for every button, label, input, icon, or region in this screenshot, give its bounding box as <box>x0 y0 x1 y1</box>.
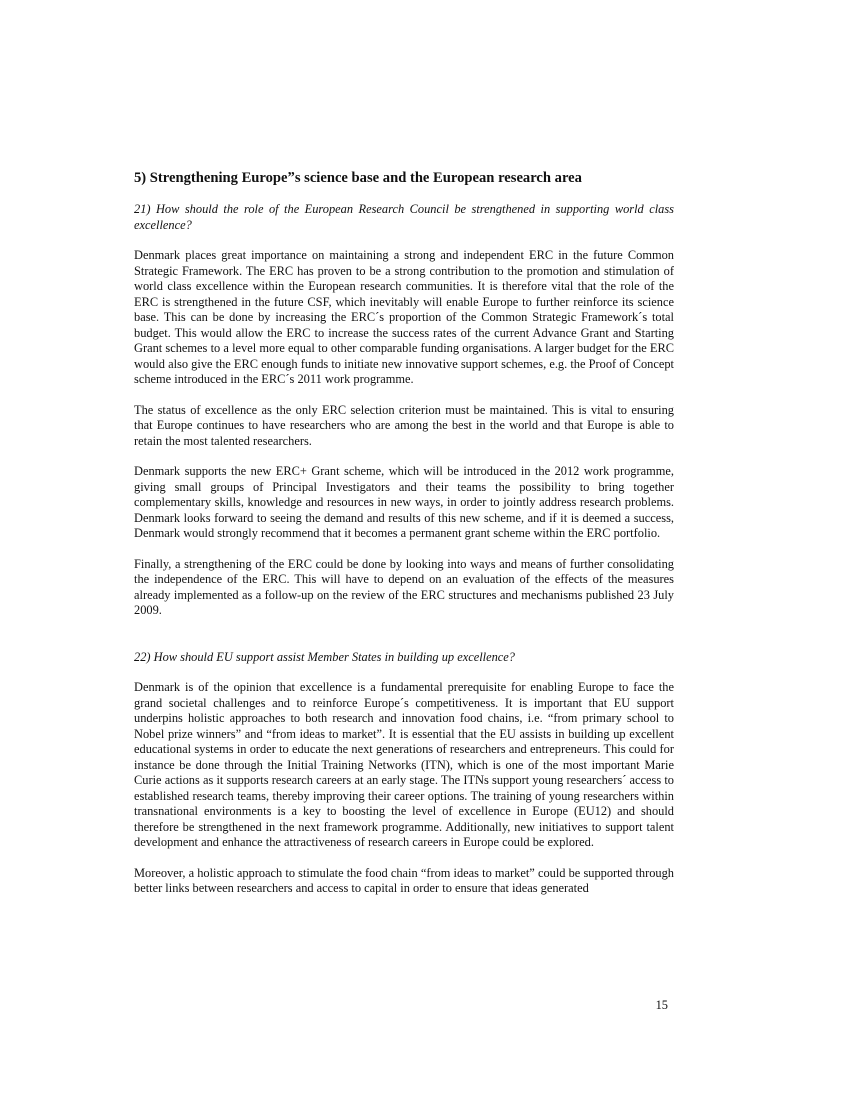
document-page <box>134 168 674 912</box>
q21-paragraph-4: Finally, a strengthening of the ERC could be done by looking into ways and means of further consolidating the independence of the ERC. This will have to depend on an evaluation of the effects of the measures already implemented as a follow-up on the review of the ERC structures and mechanisms published 23 July 2009. <box>134 556 674 617</box>
question-22: 22) How should EU support assist Member States in building up excellence? <box>134 649 515 664</box>
q21-paragraph-3: Denmark supports the new ERC+ Grant scheme, which will be introduced in the 2012 work programme, giving small groups of Principal Investigators and their teams the possibility to bring together complementary skills, knowledge and resources in new ways, in order to jointly address research problems. Denmark looks forward to seeing the demand and results of this new scheme, and if it is deemed a success, Denmark would strongly recommend that it becomes a permanent grant scheme within the ERC portfolio. <box>134 464 674 540</box>
q22-paragraph-2: Moreover, a holistic approach to stimulate the food chain “from ideas to market” could be supported through better links between researchers and access to capital in order to ensure that ideas generated <box>134 865 674 895</box>
page-number: 15 <box>655 998 668 1012</box>
question-21: 21) How should the role of the European Research Council be strengthened in supporting world class excellence? <box>134 202 674 232</box>
section-heading: 5) Strengthening Europeˮs science base and the European research area <box>134 170 582 186</box>
q22-paragraph-1: Denmark is of the opinion that excellence is a fundamental prerequisite for enabling Europe to face the grand societal challenges and to reinforce Europe´s competitiveness. It is important that EU support underpins holistic approaches to both research and innovation food chains, i.e. “from primary school to Nobel prize winners” and “from ideas to market”. It is essential that the EU assists in building up excellent educational systems in order to educate the next generations of researchers and entrepreneurs. This could for instance be done through the Initial Training Networks (ITN), which is one of the most important Marie Curie actions as it supports research careers at an early stage. The ITNs support young researchers´ access to established research teams, thereby improving their career options. The training of young researchers within transnational environments is a key to boosting the level of excellence in Europe (EU12) and should therefore be strengthened in the next framework programme. Additionally, new initiatives to support talent development and enhance the attractiveness of research careers in Europe could be explored. <box>134 680 674 849</box>
q21-paragraph-1: Denmark places great importance on maintaining a strong and independent ERC in the future Common Strategic Framework. The ERC has proven to be a strong contribution to the promotion and stimulation of world class excellence within the European research communities. It is therefore vital that the role of the ERC is strengthened in the future CSF, which inevitably will enable Europe to further reinforce its science base. This can be done by increasing the ERC´s proportion of the Common Strategic Framework´s total budget. This would allow the ERC to increase the success rates of the current Advance Grant and Starting Grant schemes to a level more equal to other comparable funding organisations. A larger budget for the ERC would also give the ERC enough funds to initiate new innovative support schemes, e.g. the Proof of Concept scheme introduced in the ERC´s 2011 work programme. <box>134 248 674 386</box>
q21-paragraph-2: The status of excellence as the only ERC selection criterion must be maintained. This is vital to ensuring that Europe continues to have researchers who are among the best in the world and that Europe is able to retain the most talented researchers. <box>134 402 674 448</box>
section-gap <box>134 634 674 650</box>
